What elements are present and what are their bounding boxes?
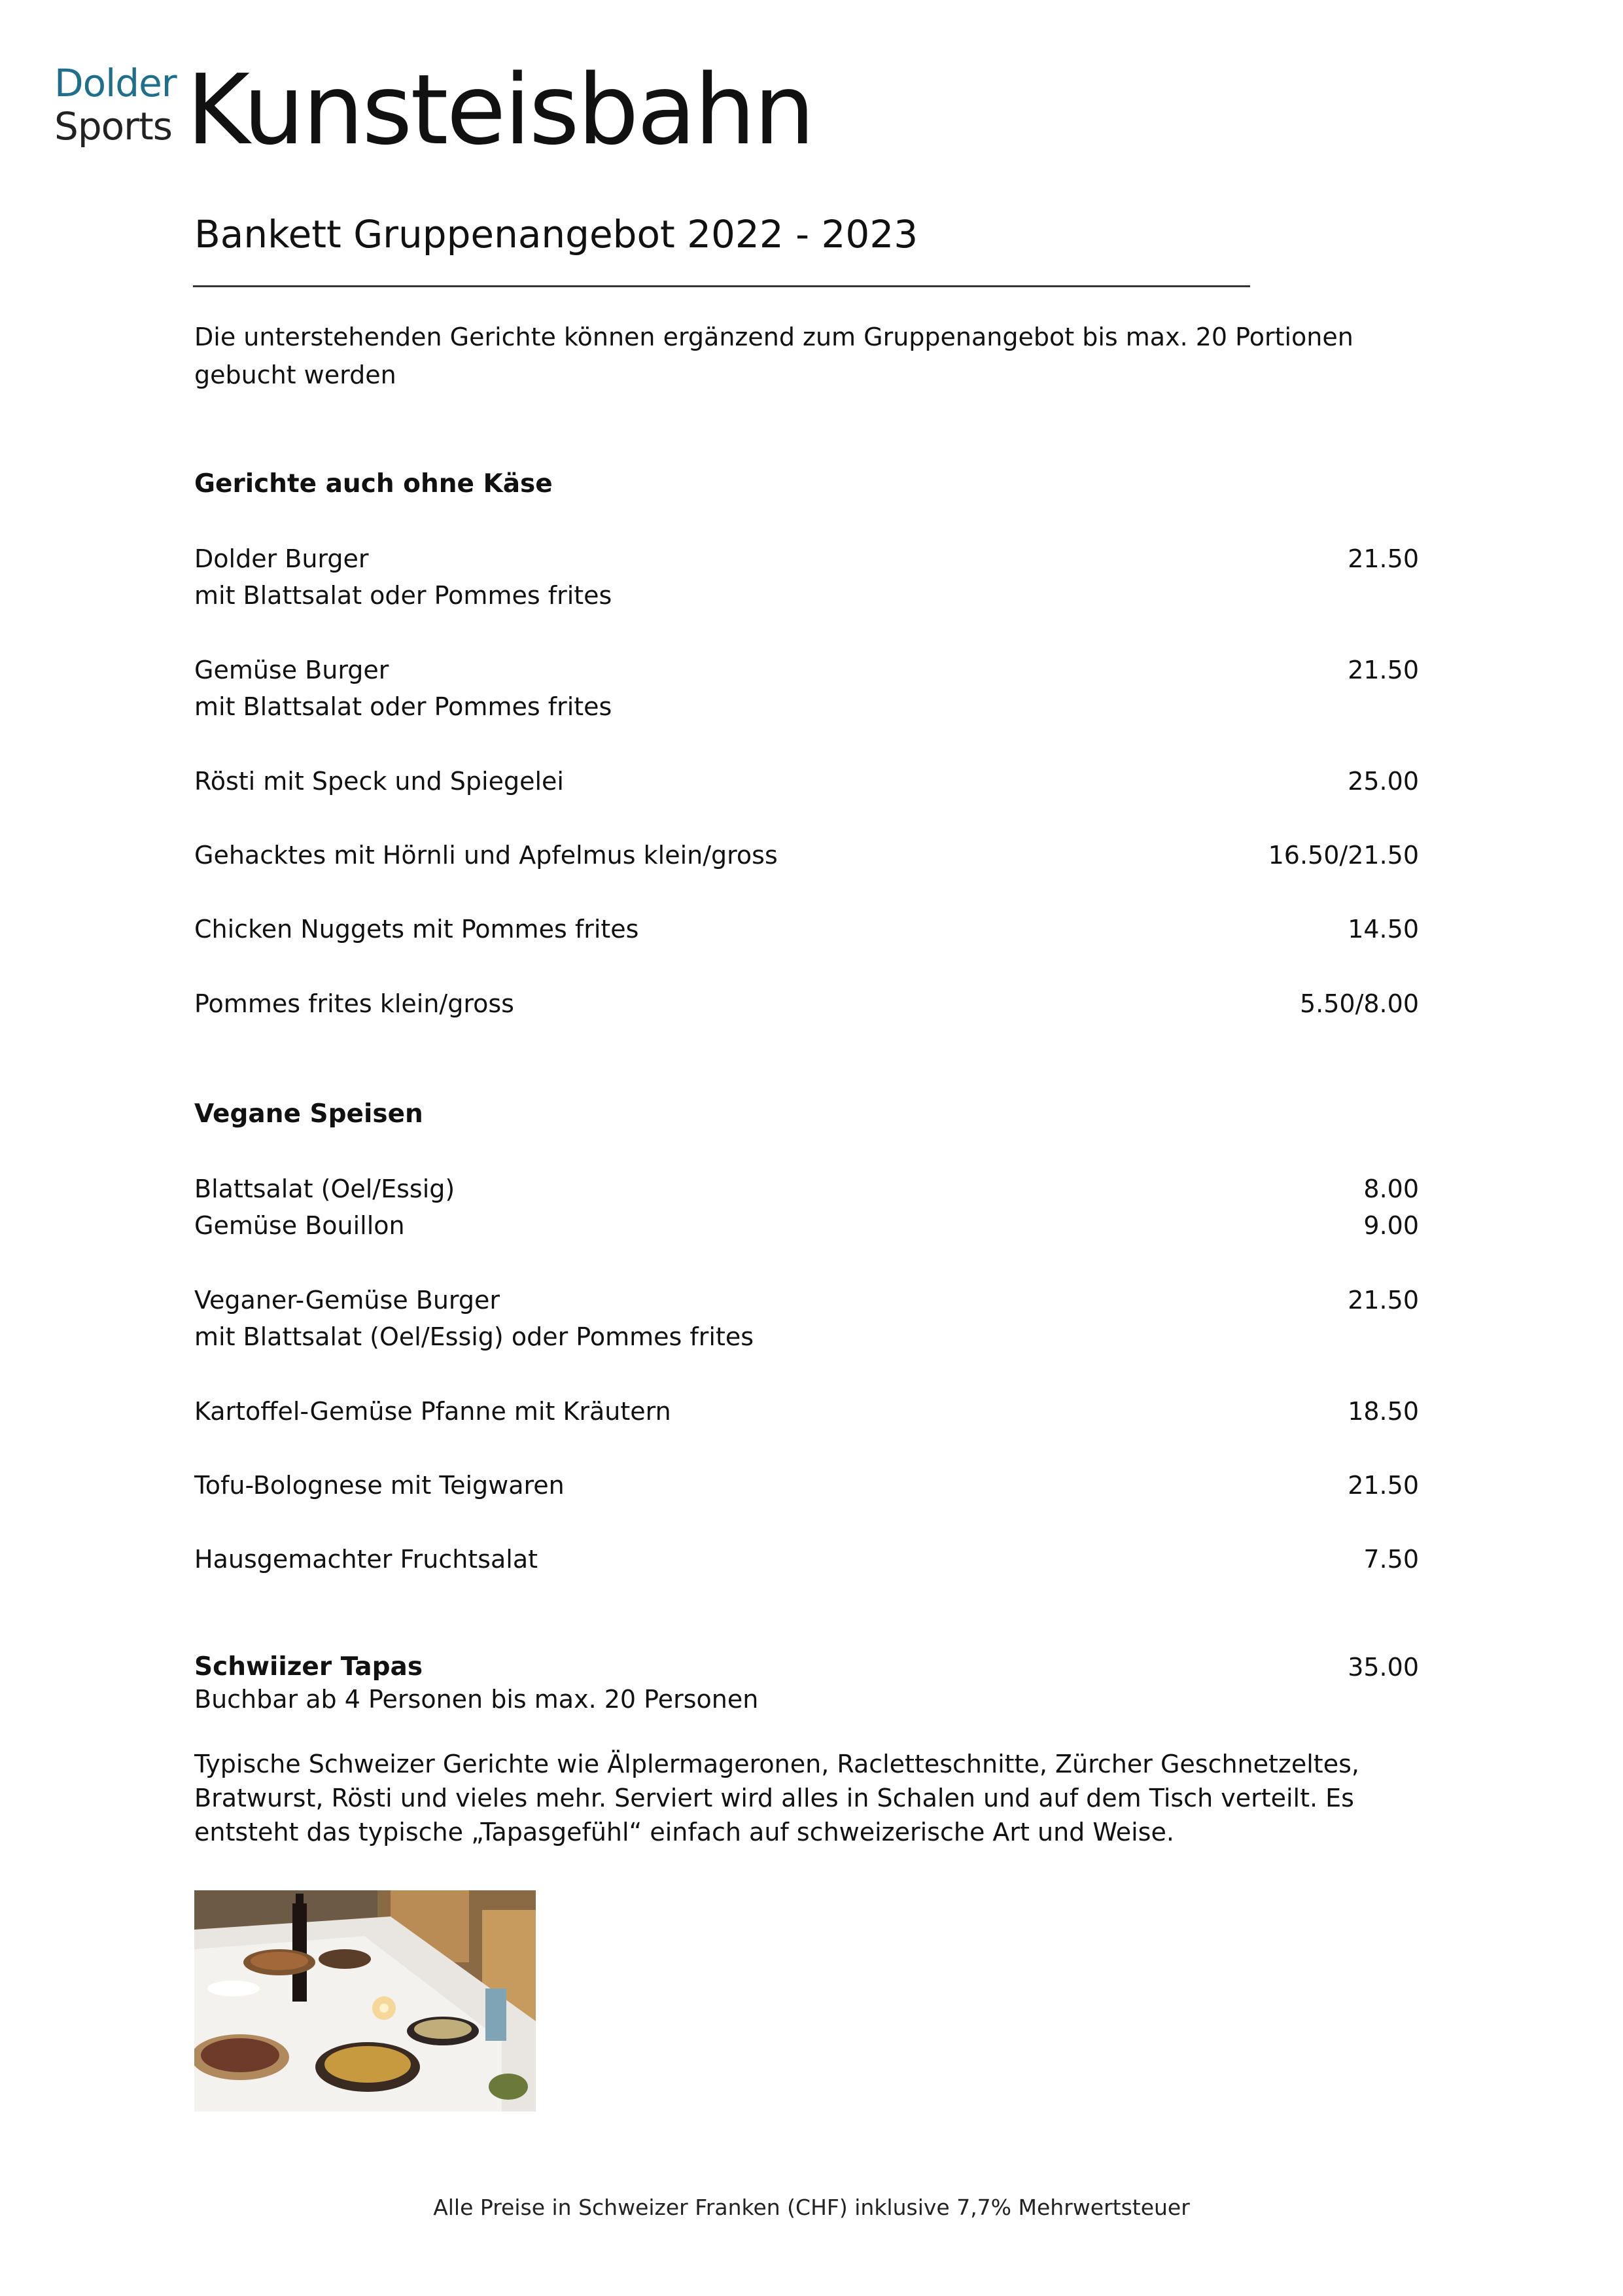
- footer-note: Alle Preise in Schweizer Franken (CHF) inklusive 7,7% Mehrwertsteuer: [433, 2195, 1190, 2220]
- tapas-note: Buchbar ab 4 Personen bis max. 20 Personen: [194, 1685, 759, 1714]
- menu-item-price: 5.50/8.00: [1299, 989, 1419, 1018]
- menu-item-name: Gehacktes mit Hörnli und Apfelmus klein/gross: [194, 841, 778, 870]
- page-subtitle: Bankett Gruppenangebot 2022 - 2023: [194, 212, 918, 256]
- logo-sports: Sports: [54, 104, 172, 149]
- menu-item-price: 25.00: [1348, 767, 1419, 796]
- menu-item-name: Kartoffel-Gemüse Pfanne mit Kräutern: [194, 1397, 671, 1426]
- menu-item-name: Gemüse Burger: [194, 656, 389, 684]
- tapas-description: Typische Schweizer Gerichte wie Älplermageronen, Racletteschnitte, Zürcher Geschnetzeltes, Bratwurst, Rösti und vieles mehr. Serviert wird alles in Schalen und auf dem Tisch verteilt. Es entsteht das typische „Tapasgefühl“ einfach auf schweizerische Art und Weise.: [194, 1750, 1359, 1846]
- menu-item-name: Blattsalat (Oel/Essig): [194, 1174, 455, 1203]
- section-title-ohne-kaese: Gerichte auch ohne Käse: [194, 469, 553, 499]
- menu-item-price: 21.50: [1348, 544, 1419, 573]
- menu-item-name: Tofu-Bolognese mit Teigwaren: [194, 1471, 565, 1500]
- tapas-price: 35.00: [1348, 1653, 1419, 1682]
- menu-item-name: Chicken Nuggets mit Pommes frites: [194, 915, 639, 944]
- menu-item-name: Hausgemachter Fruchtsalat: [194, 1545, 538, 1574]
- section-title-vegan: Vegane Speisen: [194, 1099, 423, 1129]
- menu-item-name: Dolder Burger: [194, 544, 369, 573]
- menu-item-name: Rösti mit Speck und Spiegelei: [194, 767, 564, 796]
- logo: [54, 62, 185, 148]
- menu-item-price: 16.50/21.50: [1268, 841, 1419, 870]
- menu-item-price: 8.00: [1363, 1174, 1419, 1203]
- menu-item-price: 21.50: [1348, 1471, 1419, 1500]
- menu-item-price: 14.50: [1348, 915, 1419, 944]
- divider: [193, 285, 1250, 287]
- menu-item-name: Pommes frites klein/gross: [194, 989, 514, 1018]
- menu-item-price: 18.50: [1348, 1397, 1419, 1426]
- menu-item-name: Veganer-Gemüse Burger: [194, 1286, 500, 1315]
- intro-text: Die unterstehenden Gerichte können ergänzend zum Gruppenangebot bis max. 20 Portionen gebucht werden: [194, 323, 1353, 389]
- menu-item-price: 9.00: [1363, 1211, 1419, 1240]
- menu-item-note: mit Blattsalat oder Pommes frites: [194, 581, 612, 610]
- tapas-title: Schwiizer Tapas: [194, 1652, 423, 1682]
- logo-dolder: Dolder: [54, 61, 177, 105]
- menu-item-price: 7.50: [1363, 1545, 1419, 1574]
- menu-item-note: mit Blattsalat (Oel/Essig) oder Pommes frites: [194, 1322, 754, 1351]
- page-title: Kunsteisbahn: [186, 54, 813, 166]
- menu-item-price: 21.50: [1348, 1286, 1419, 1315]
- tapas-photo: [194, 1890, 536, 2111]
- menu-item-price: 21.50: [1348, 656, 1419, 684]
- menu-item-note: mit Blattsalat oder Pommes frites: [194, 692, 612, 721]
- menu-item-name: Gemüse Bouillon: [194, 1211, 405, 1240]
